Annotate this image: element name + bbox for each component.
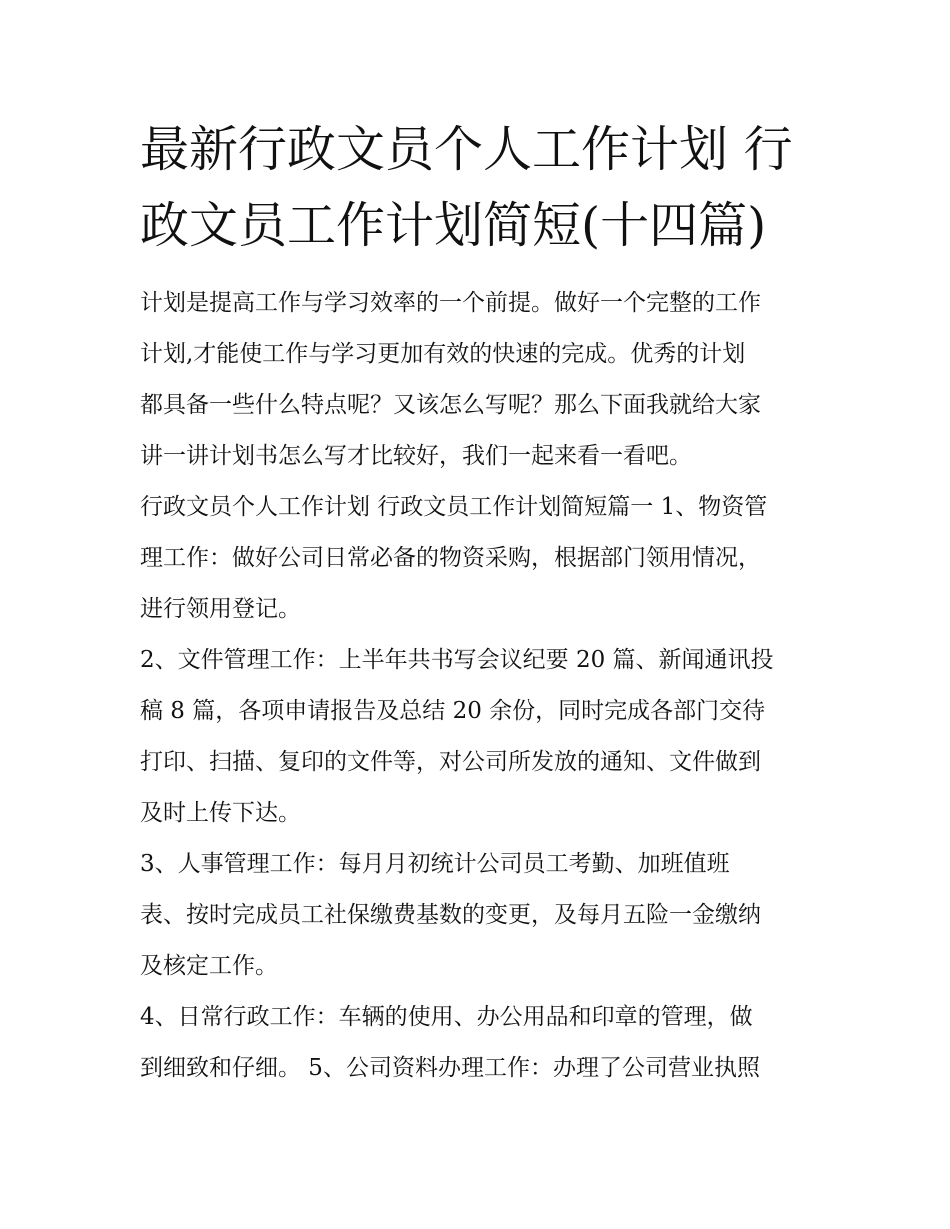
paragraph-item-4 bbox=[140, 992, 830, 1094]
text-line: 计划是提高工作与学习效率的一个前提。做好一个完整的工作 bbox=[140, 290, 761, 316]
text-line: 及核定工作。 bbox=[140, 953, 278, 979]
text-line: 到细致和仔细。 5、公司资料办理工作：办理了公司营业执照 bbox=[140, 1055, 760, 1081]
text-line: 表、按时完成员工社保缴费基数的变更，及每月五险一金缴纳 bbox=[140, 902, 761, 928]
text-line: 理工作：做好公司日常必备的物资采购，根据部门领用情况， bbox=[140, 545, 761, 571]
paragraph-item-2 bbox=[140, 635, 830, 839]
paragraph-section-1 bbox=[140, 482, 830, 635]
paragraph-item-3 bbox=[140, 839, 830, 992]
text-line: 2、文件管理工作：上半年共书写会议纪要 20 篇、新闻通讯投 bbox=[140, 647, 774, 673]
text-line: 稿 8 篇，各项申请报告及总结 20 余份，同时完成各部门交待 bbox=[140, 698, 766, 724]
text-line: 3、人事管理工作：每月月初统计公司员工考勤、加班值班 bbox=[140, 851, 730, 877]
document-body bbox=[140, 278, 830, 1094]
paragraph-intro bbox=[140, 278, 830, 482]
document-title bbox=[140, 112, 820, 264]
text-line: 都具备一些什么特点呢？又该怎么写呢？那么下面我就给大家 bbox=[140, 392, 761, 418]
text-line: 讲一讲计划书怎么写才比较好，我们一起来看一看吧。 bbox=[140, 443, 692, 469]
title-line-1: 最新行政文员个人工作计划 行 bbox=[140, 121, 793, 178]
text-line: 进行领用登记。 bbox=[140, 596, 301, 622]
text-line: 行政文员个人工作计划 行政文员工作计划简短篇一 1、物资管 bbox=[140, 494, 768, 520]
text-line: 4、日常行政工作：车辆的使用、办公用品和印章的管理，做 bbox=[140, 1004, 753, 1030]
text-line: 计划,才能使工作与学习更加有效的快速的完成。优秀的计划 bbox=[140, 341, 746, 367]
text-line: 及时上传下达。 bbox=[140, 800, 301, 826]
title-line-2: 政文员工作计划简短(十四篇) bbox=[140, 197, 767, 254]
text-line: 打印、扫描、复印的文件等，对公司所发放的通知、文件做到 bbox=[140, 749, 761, 775]
